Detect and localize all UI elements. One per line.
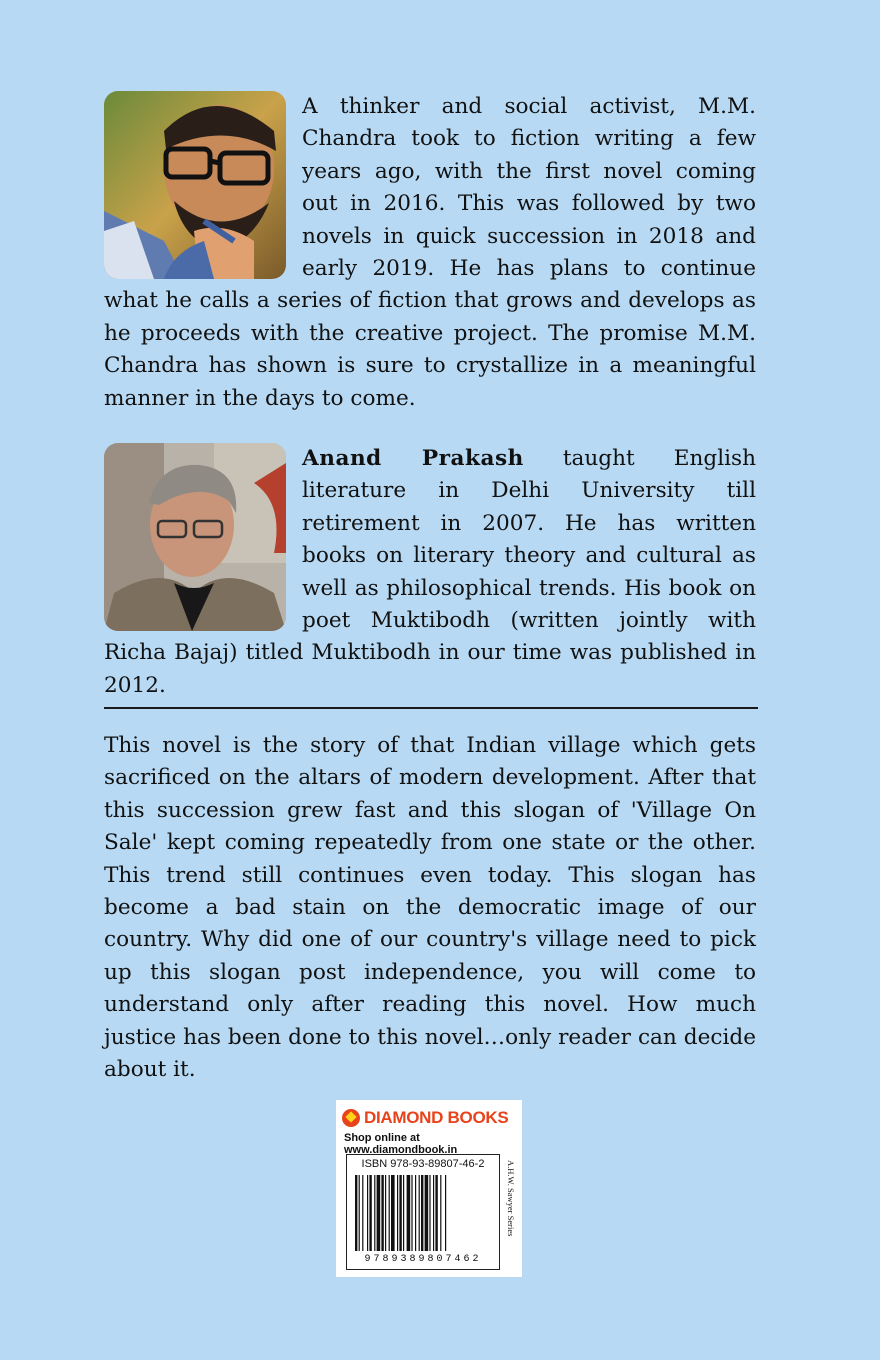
barcode-bar — [397, 1175, 398, 1251]
barcode-panel — [336, 1100, 522, 1277]
publisher-website: Shop online at www.diamondbook.in — [344, 1132, 458, 1156]
barcode-frame — [346, 1154, 500, 1270]
blurb-text: This novel is the story of that Indian village which gets sacrificed on the altars of modern development. After that this succession grew fast and this slogan of 'Village On Sale' kept coming repeatedly from one state or the other. This trend still continues even today. This slogan has become a bad stain on the democratic image of our country. Why did one of our country's village need to pick up this slogan post independence, you will come to understand only after reading this novel. How much justice has been done to this novel…only reader can decide about it. — [104, 733, 756, 1083]
bio-name-anand-prakash: Anand Prakash — [302, 446, 524, 471]
section-divider — [104, 707, 758, 709]
bio-text-mm-chandra: A thinker and social activist, M.M. Chandra took to fiction writing a few years ago, with the first novel coming out in 2016. This was followed by two novels in quick succession in 2018 and early 2019. He has plans to continue what he calls a series of fiction that grows and develops as he proceeds with the creative project. The promise M.M. Chandra has shown is sure to crystallize in a meaningful manner in the days to come. — [104, 94, 756, 411]
barcode-bar — [389, 1175, 390, 1251]
barcode-bar — [440, 1175, 441, 1251]
barcode-bar — [391, 1175, 395, 1251]
barcode-bar — [407, 1175, 411, 1251]
barcode-bar — [433, 1175, 434, 1251]
barcode-bar — [445, 1175, 446, 1251]
bio-text-anand-prakash: taught English literature in Delhi University till retirement in 2007. He has written books on literary theory and cultural as well as philosophical trends. His book on poet Muktibodh (written jointly with Richa Bajaj) titled Muktibodh in our time was published in 2012. — [104, 446, 756, 698]
author-bio-anand-prakash — [104, 443, 756, 702]
barcode-bar — [369, 1175, 371, 1251]
barcode — [353, 1175, 493, 1253]
author-photo-anand-prakash — [104, 443, 286, 631]
book-blurb — [104, 730, 756, 1086]
isbn-label: ISBN 978-93-89807-46-2 — [361, 1158, 485, 1170]
barcode-bar — [399, 1175, 401, 1251]
barcode-bar — [362, 1175, 363, 1251]
barcode-bar — [411, 1175, 412, 1251]
barcode-bar — [435, 1175, 437, 1251]
barcode-bar — [374, 1175, 375, 1251]
barcode-bar — [367, 1175, 368, 1251]
barcode-bar — [381, 1175, 383, 1251]
series-label: A.H.W. Sawyer Series — [506, 1160, 516, 1237]
barcode-bar — [377, 1175, 381, 1251]
barcode-bar — [385, 1175, 386, 1251]
barcode-bar — [425, 1175, 429, 1251]
publisher-name: DIAMOND BOOKS — [364, 1108, 509, 1127]
barcode-bar — [359, 1175, 360, 1251]
barcode-bar — [403, 1175, 404, 1251]
barcode-bar — [415, 1175, 416, 1251]
barcode-bar — [429, 1175, 430, 1251]
author-photo-mm-chandra — [104, 91, 286, 279]
publisher-logo — [342, 1108, 508, 1128]
barcode-bar — [355, 1175, 357, 1251]
barcode-bar — [421, 1175, 423, 1251]
diamond-logo-icon — [342, 1109, 360, 1127]
barcode-bar — [419, 1175, 420, 1251]
author-bio-mm-chandra — [104, 91, 756, 415]
barcode-digits: 9789389807462 — [364, 1254, 482, 1265]
